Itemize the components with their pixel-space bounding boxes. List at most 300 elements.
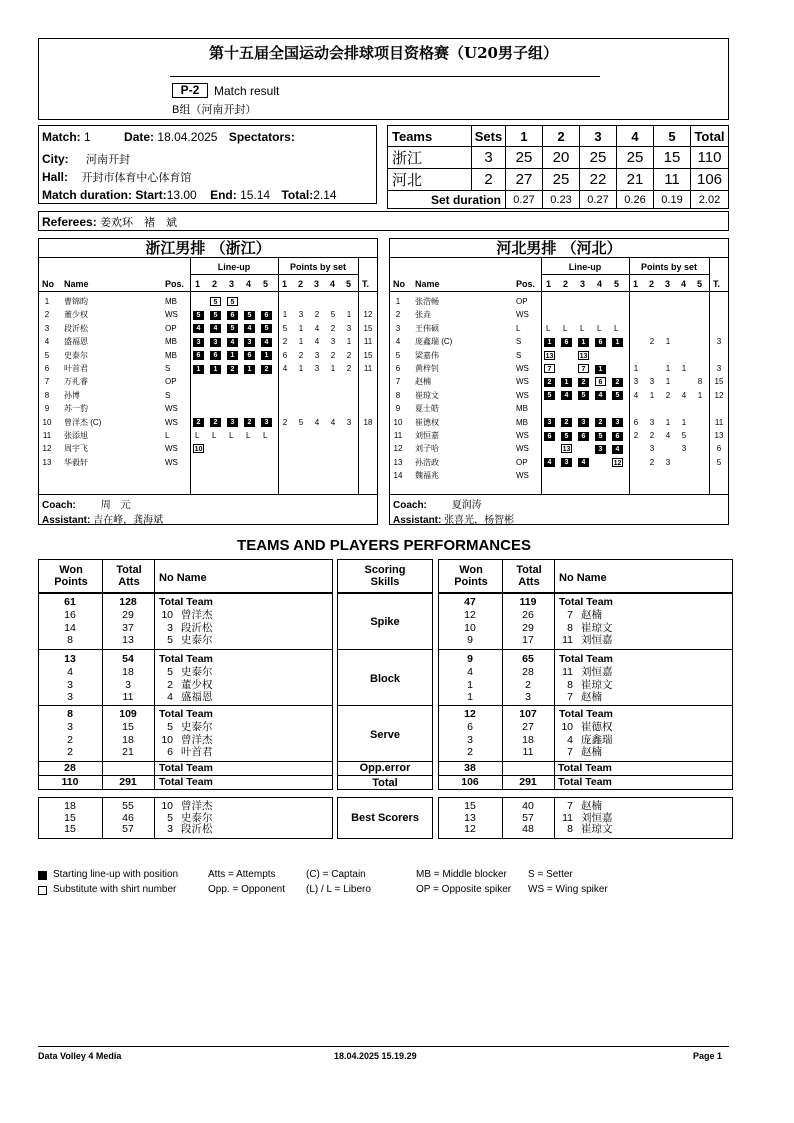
player-row xyxy=(390,417,728,429)
lineup-substitute-number: 12 xyxy=(613,459,622,467)
perf-b-row-line2 xyxy=(439,705,732,706)
match-info-row1 xyxy=(42,130,295,144)
points-by-set: 6 xyxy=(282,350,288,360)
team-a-lineup-h2: 2 xyxy=(212,279,218,289)
player-position: WS xyxy=(516,471,529,481)
perf-won-points: 9 xyxy=(467,633,473,646)
player-row xyxy=(390,296,728,308)
perf-total-atts: 11 xyxy=(522,745,534,758)
player-position: MB xyxy=(516,417,528,427)
perf-s-row-line2 xyxy=(338,705,432,706)
score-total: 110 xyxy=(691,147,729,169)
player-row xyxy=(390,457,728,469)
lineup-libero: L xyxy=(546,323,551,333)
lineup-start-position: 5 xyxy=(193,311,204,320)
lineup-start-position: 6 xyxy=(561,338,572,347)
report-code: P-2 xyxy=(172,83,208,98)
team-b-lineup-h4: 4 xyxy=(597,279,603,289)
score-set1: 27 xyxy=(506,169,543,191)
points-by-set: 2 xyxy=(346,364,352,373)
legend-opp: Opp. = Opponent xyxy=(208,884,286,895)
perf-won-points: 2 xyxy=(67,745,73,758)
city-value: 河南开封 xyxy=(86,154,131,166)
lineup-start-position: 3 xyxy=(544,418,555,427)
total-label: Total: xyxy=(281,188,314,202)
points-by-set: 1 xyxy=(665,377,671,387)
player-row xyxy=(39,376,377,388)
team-a-points-h2: 2 xyxy=(298,279,304,289)
city-label: City: xyxy=(42,152,69,166)
team-a-box xyxy=(38,238,378,525)
perf-player-name: Total Team xyxy=(559,596,613,608)
start-value: 13.00 xyxy=(166,188,197,202)
player-total-points: 11 xyxy=(363,337,373,347)
set-duration-4: 0.26 xyxy=(617,191,654,209)
total-value: 2.14 xyxy=(313,188,337,202)
best-skill-label: Best Scorers xyxy=(351,812,419,824)
player-position: OP xyxy=(165,377,177,387)
team-a-title: 浙江男排 （浙江） xyxy=(39,239,377,258)
points-by-set: 3 xyxy=(330,337,336,347)
best-player-number: 3 xyxy=(167,823,173,835)
best-won-points: 15 xyxy=(464,800,476,812)
player-position: WS xyxy=(165,404,178,414)
points-by-set: 3 xyxy=(314,350,320,360)
perf-a-hsep1 xyxy=(102,560,103,592)
lineup-start-position: 6 xyxy=(578,432,589,441)
points-by-set: 3 xyxy=(346,417,352,427)
start-label: Start: xyxy=(135,188,167,202)
player-total-points: 11 xyxy=(363,364,373,373)
score-h-1: 1 xyxy=(506,126,543,147)
perf-player-number: 5 xyxy=(167,633,173,646)
perf-player-number: 7 xyxy=(567,745,573,758)
player-number: 4 xyxy=(44,337,50,347)
team-a-coach-row xyxy=(42,496,131,511)
points-by-set: 1 xyxy=(665,417,671,427)
lineup-start-position: 4 xyxy=(561,391,572,400)
player-row xyxy=(390,390,728,402)
perf-player-number: 8 xyxy=(567,621,573,634)
lineup-start-position: 4 xyxy=(261,338,272,347)
player-row xyxy=(390,403,728,415)
perf-won-points: 2 xyxy=(467,745,473,758)
player-position: S xyxy=(516,350,522,360)
player-row xyxy=(390,350,728,362)
skill-label-serve: Serve xyxy=(370,729,400,741)
player-name: 段沂松 xyxy=(64,323,88,333)
perf-player-name: 刘恒嘉 xyxy=(581,666,613,679)
lineup-libero: L xyxy=(597,323,602,333)
legend-mb: MB = Middle blocker xyxy=(416,869,507,880)
team-b-points-h5: 5 xyxy=(697,279,703,289)
points-by-set: 4 xyxy=(282,364,288,373)
set-duration-total: 2.02 xyxy=(691,191,729,209)
perf-player-name: 庞鑫瑞 xyxy=(581,733,613,746)
team-a-lineup-h1: 1 xyxy=(195,279,201,289)
perf-player-number: 2 xyxy=(167,678,173,691)
player-name: 史泰尔 xyxy=(64,350,88,360)
lineup-start-position: 4 xyxy=(612,445,623,454)
player-row xyxy=(390,363,728,375)
player-name: 崔德权 xyxy=(415,417,439,427)
team-a-points-h4: 4 xyxy=(330,279,336,289)
perf-total-atts: 13 xyxy=(122,633,134,646)
points-by-set: 3 xyxy=(649,444,655,454)
score-total: 106 xyxy=(691,169,729,191)
perf-total-atts: 2 xyxy=(525,678,531,691)
points-by-set: 2 xyxy=(282,417,288,427)
perf-player-name: 崔琼文 xyxy=(581,621,613,634)
perf-b-hsep2 xyxy=(554,560,555,592)
player-position: L xyxy=(165,431,170,440)
perf-s-row-line1 xyxy=(338,649,432,650)
perf-won-points: 61 xyxy=(64,596,76,608)
perf-total-atts: 54 xyxy=(122,653,134,665)
perf-player-name: Total Team xyxy=(159,653,213,665)
best-total-atts: 40 xyxy=(522,800,534,812)
perf-total-atts: 21 xyxy=(122,745,134,758)
perf-player-number: 10 xyxy=(161,733,173,746)
player-number: 5 xyxy=(395,350,401,360)
player-position: MB xyxy=(516,404,528,414)
perf-total-atts: 15 xyxy=(122,721,134,734)
lineup-start-position: 3 xyxy=(244,338,255,347)
player-number: 12 xyxy=(42,444,52,454)
points-by-set: 3 xyxy=(665,457,671,467)
lineup-start-position: 4 xyxy=(578,458,589,467)
lineup-start-position: 3 xyxy=(595,445,606,454)
perf-won-points: 10 xyxy=(464,621,476,634)
score-h-total: Total xyxy=(691,126,729,147)
team-b-lineup-h3: 3 xyxy=(580,279,586,289)
player-position: WS xyxy=(516,364,529,373)
footer-left: Data Volley 4 Media xyxy=(38,1051,122,1061)
points-by-set: 1 xyxy=(681,417,687,427)
perf-won-points: 1 xyxy=(467,690,473,703)
player-number: 2 xyxy=(44,310,50,320)
best-total-atts: 57 xyxy=(122,823,134,835)
best-player-number: 7 xyxy=(567,800,573,812)
player-row xyxy=(39,350,377,362)
team-a-assistant-label: Assistant: xyxy=(42,515,91,526)
lineup-start-position: 2 xyxy=(612,378,623,387)
player-number: 6 xyxy=(44,364,50,373)
score-set5: 15 xyxy=(654,147,691,169)
lineup-start-position: 5 xyxy=(561,432,572,441)
points-by-set: 2 xyxy=(633,431,639,440)
player-row xyxy=(39,309,377,321)
score-sets: 3 xyxy=(472,147,506,169)
player-row xyxy=(39,430,377,442)
lineup-libero: L xyxy=(246,431,251,440)
perf-total-atts: 29 xyxy=(122,609,134,622)
points-by-set: 1 xyxy=(330,364,336,373)
footer-center: 18.04.2025 15.19.29 xyxy=(334,1051,417,1061)
lineup-start-position: 3 xyxy=(193,338,204,347)
lineup-start-position: 6 xyxy=(210,351,221,360)
opp-error-a-name: Total Team xyxy=(159,762,213,774)
best-player-number: 5 xyxy=(167,811,173,824)
lineup-start-position: 4 xyxy=(193,324,204,333)
team-a-h-pos: Pos. xyxy=(165,279,185,289)
lineup-start-position: 6 xyxy=(227,311,238,320)
perf-player-name: Total Team xyxy=(559,708,613,720)
player-row xyxy=(39,390,377,402)
skill-label-block: Block xyxy=(370,673,400,685)
player-position: WS xyxy=(516,444,529,454)
lineup-libero: L xyxy=(263,431,268,440)
perf-total-atts: 65 xyxy=(522,653,534,665)
lineup-substitute-number: 10 xyxy=(194,446,203,454)
perf-player-number: 3 xyxy=(167,621,173,634)
perf-player-name: Total Team xyxy=(559,653,613,665)
score-row-team-a xyxy=(388,147,729,169)
team-b-grid-h2 xyxy=(390,291,728,292)
perf-player-name: 赵楠 xyxy=(581,690,602,703)
lineup-start-position: 5 xyxy=(227,324,238,333)
player-number: 8 xyxy=(44,390,50,400)
lineup-substitute-number: 7 xyxy=(578,364,589,373)
perf-player-name: 叶首君 xyxy=(181,745,213,758)
hall-label: Hall: xyxy=(42,170,69,184)
team-b-coach: 夏润涛 xyxy=(451,500,482,511)
team-b-grid-h3 xyxy=(390,494,728,495)
player-name: 崔琼文 xyxy=(415,390,439,400)
legend-captain: (C) = Captain xyxy=(306,869,366,880)
player-number: 10 xyxy=(393,417,403,427)
player-number: 5 xyxy=(44,350,50,360)
player-number: 1 xyxy=(395,297,401,306)
score-team: 浙江 xyxy=(388,147,472,169)
perf-s-row-line4 xyxy=(338,775,432,776)
best-skill-box xyxy=(337,797,433,839)
lineup-start-position: 6 xyxy=(193,351,204,360)
team-a-lineup-h3: 3 xyxy=(229,279,235,289)
team-a-lineup-label: Line-up xyxy=(217,262,251,272)
team-b-box xyxy=(389,238,729,525)
legend-atts: Atts = Attempts xyxy=(208,869,276,880)
perf-player-number: 4 xyxy=(167,690,173,703)
lineup-start-position: 5 xyxy=(210,311,221,320)
lineup-start-position: 5 xyxy=(544,391,555,400)
team-a-grid-h1 xyxy=(190,274,359,275)
player-position: OP xyxy=(516,457,528,467)
lineup-start-position: 1 xyxy=(193,365,204,374)
player-position: WS xyxy=(165,457,178,467)
lineup-start-position: 2 xyxy=(227,365,238,374)
perf-total-atts: 18 xyxy=(122,666,134,679)
lineup-start-position: 1 xyxy=(578,338,589,347)
points-by-set: 1 xyxy=(282,310,288,320)
team-b-lineup-label: Line-up xyxy=(568,262,602,272)
player-number: 11 xyxy=(393,431,403,440)
total-a-name: Total Team xyxy=(159,776,213,788)
lineup-start-position: 1 xyxy=(595,365,606,374)
perf-won-points: 12 xyxy=(464,708,476,720)
team-a-h-no: No xyxy=(42,279,54,289)
team-a-points-h1: 1 xyxy=(282,279,288,289)
set-duration-2: 0.23 xyxy=(543,191,580,209)
best-player-name: 段沂松 xyxy=(181,823,213,835)
player-total-points: 5 xyxy=(716,457,722,467)
best-total-atts: 55 xyxy=(122,800,134,812)
perf-won-points: 4 xyxy=(467,666,473,679)
points-by-set: 3 xyxy=(314,364,320,373)
lineup-start-position: 2 xyxy=(261,365,272,374)
points-by-set: 3 xyxy=(346,323,352,333)
perf-player-name: Total Team xyxy=(159,596,213,608)
opp-error-a-won: 28 xyxy=(64,762,76,774)
perf-total-atts: 26 xyxy=(522,609,534,622)
points-by-set: 2 xyxy=(282,337,288,347)
player-total-points: 15 xyxy=(363,323,373,333)
score-h-4: 4 xyxy=(617,126,654,147)
player-number: 10 xyxy=(42,417,52,427)
match-date: 18.04.2025 xyxy=(157,130,218,144)
perf-b-h-won: Won Points xyxy=(454,564,488,588)
perf-player-number: 11 xyxy=(562,666,573,679)
score-row-team-b xyxy=(388,169,729,191)
best-player-name: 曾洋杰 xyxy=(181,800,213,812)
perf-player-name: 曾洋杰 xyxy=(181,733,213,746)
points-by-set: 2 xyxy=(298,350,304,360)
team-b-grid-h1 xyxy=(541,274,710,275)
best-player-number: 11 xyxy=(562,811,573,824)
report-type: Match result xyxy=(214,84,280,98)
points-by-set: 1 xyxy=(298,364,304,373)
perf-player-name: 史泰尔 xyxy=(181,633,213,646)
best-total-atts: 57 xyxy=(522,811,534,824)
perf-player-number: 5 xyxy=(167,666,173,679)
set-duration-row xyxy=(388,191,729,209)
perf-player-name: 赵楠 xyxy=(581,745,602,758)
lineup-start-position: 6 xyxy=(544,432,555,441)
perf-player-name: 董少权 xyxy=(181,678,213,691)
team-b-assistant: 张喜光，杨智彬 xyxy=(444,515,515,526)
player-row xyxy=(390,470,728,482)
player-number: 4 xyxy=(395,337,401,347)
lineup-substitute-number: 5 xyxy=(210,297,221,306)
perf-player-number: 7 xyxy=(567,609,573,622)
points-by-set: 4 xyxy=(330,417,336,427)
perf-won-points: 3 xyxy=(67,721,73,734)
best-player-name: 刘恒嘉 xyxy=(581,811,613,824)
lineup-start-position: 5 xyxy=(578,391,589,400)
points-by-set: 2 xyxy=(314,310,320,320)
player-name: 赵楠 xyxy=(415,377,431,387)
team-b-points-h3: 3 xyxy=(665,279,671,289)
player-name: 华毅轩 xyxy=(64,457,88,467)
player-position: WS xyxy=(165,310,178,320)
team-b-points-h4: 4 xyxy=(681,279,687,289)
lineup-start-position: 4 xyxy=(595,391,606,400)
player-position: WS xyxy=(165,417,178,427)
perf-won-points: 9 xyxy=(467,653,473,665)
best-won-points: 15 xyxy=(64,811,76,824)
score-table xyxy=(387,125,729,209)
perf-won-points: 2 xyxy=(67,733,73,746)
perf-won-points: 14 xyxy=(64,621,76,634)
player-position: WS xyxy=(516,377,529,387)
player-number: 13 xyxy=(42,457,52,467)
score-set2: 20 xyxy=(543,147,580,169)
team-b-lineup-h5: 5 xyxy=(614,279,620,289)
player-position: OP xyxy=(516,297,528,306)
perf-b-h-atts: Total Atts xyxy=(516,564,542,588)
legend-ws: WS = Wing spiker xyxy=(528,884,608,895)
player-name: 刘恒嘉 xyxy=(415,431,439,440)
perf-b-h-noname: No Name xyxy=(559,572,607,584)
perf-a-row-line1 xyxy=(39,649,332,650)
best-total-atts: 48 xyxy=(522,823,534,835)
perf-a-sep2 xyxy=(154,594,155,789)
set-duration-1: 0.27 xyxy=(506,191,543,209)
points-by-set: 8 xyxy=(697,377,703,387)
perf-player-number: 10 xyxy=(161,609,173,622)
player-row xyxy=(390,309,728,321)
team-b-h-total: T. xyxy=(713,279,721,289)
lineup-substitute-number: 13 xyxy=(562,446,571,454)
player-position: WS xyxy=(516,431,529,440)
lineup-start-position: 2 xyxy=(544,378,555,387)
best-player-name: 赵楠 xyxy=(581,800,602,812)
player-name: 张添旭 xyxy=(64,431,88,440)
player-name: 叶首君 xyxy=(64,364,88,373)
perf-total-atts: 29 xyxy=(522,621,534,634)
team-a-points-h3: 3 xyxy=(314,279,320,289)
points-by-set: 5 xyxy=(681,431,687,440)
lineup-start-position: 4 xyxy=(227,338,238,347)
team-b-points-label: Points by set xyxy=(640,262,697,272)
player-number: 7 xyxy=(395,377,401,387)
team-a-h-name: Name xyxy=(64,279,89,289)
legend-empty-square xyxy=(38,886,47,895)
player-total-points: 6 xyxy=(716,444,722,454)
perf-b-hsep1 xyxy=(502,560,503,592)
team-a-grid-h3 xyxy=(39,494,377,495)
player-total-points: 11 xyxy=(714,417,724,427)
lineup-libero: L xyxy=(212,431,217,440)
skill-label-spike: Spike xyxy=(370,616,400,628)
perf-a-header xyxy=(38,559,333,593)
perf-b-sep2 xyxy=(554,594,555,789)
points-by-set: 1 xyxy=(346,337,352,347)
date-label: Date: xyxy=(124,130,155,144)
lineup-start-position: 5 xyxy=(261,324,272,333)
points-by-set: 2 xyxy=(330,323,336,333)
header-rule xyxy=(170,76,600,77)
team-b-points-h1: 1 xyxy=(633,279,639,289)
best-total-atts: 46 xyxy=(122,811,134,824)
lineup-libero: L xyxy=(563,323,568,333)
player-row xyxy=(39,363,377,375)
footer-rule xyxy=(38,1046,729,1047)
perf-total-atts: 11 xyxy=(122,690,134,703)
lineup-start-position: 4 xyxy=(210,324,221,333)
score-h-5: 5 xyxy=(654,126,691,147)
perf-player-name: 史泰尔 xyxy=(181,666,213,679)
player-number: 1 xyxy=(44,297,50,306)
team-b-points-h2: 2 xyxy=(649,279,655,289)
referees-label: Referees: xyxy=(42,215,97,229)
perf-player-number: 11 xyxy=(562,633,573,646)
player-position: MB xyxy=(165,350,177,360)
lineup-start-position: 3 xyxy=(261,418,272,427)
lineup-start-position: 6 xyxy=(612,432,623,441)
team-a-coach-label: Coach: xyxy=(42,500,76,511)
perf-won-points: 6 xyxy=(467,721,473,734)
